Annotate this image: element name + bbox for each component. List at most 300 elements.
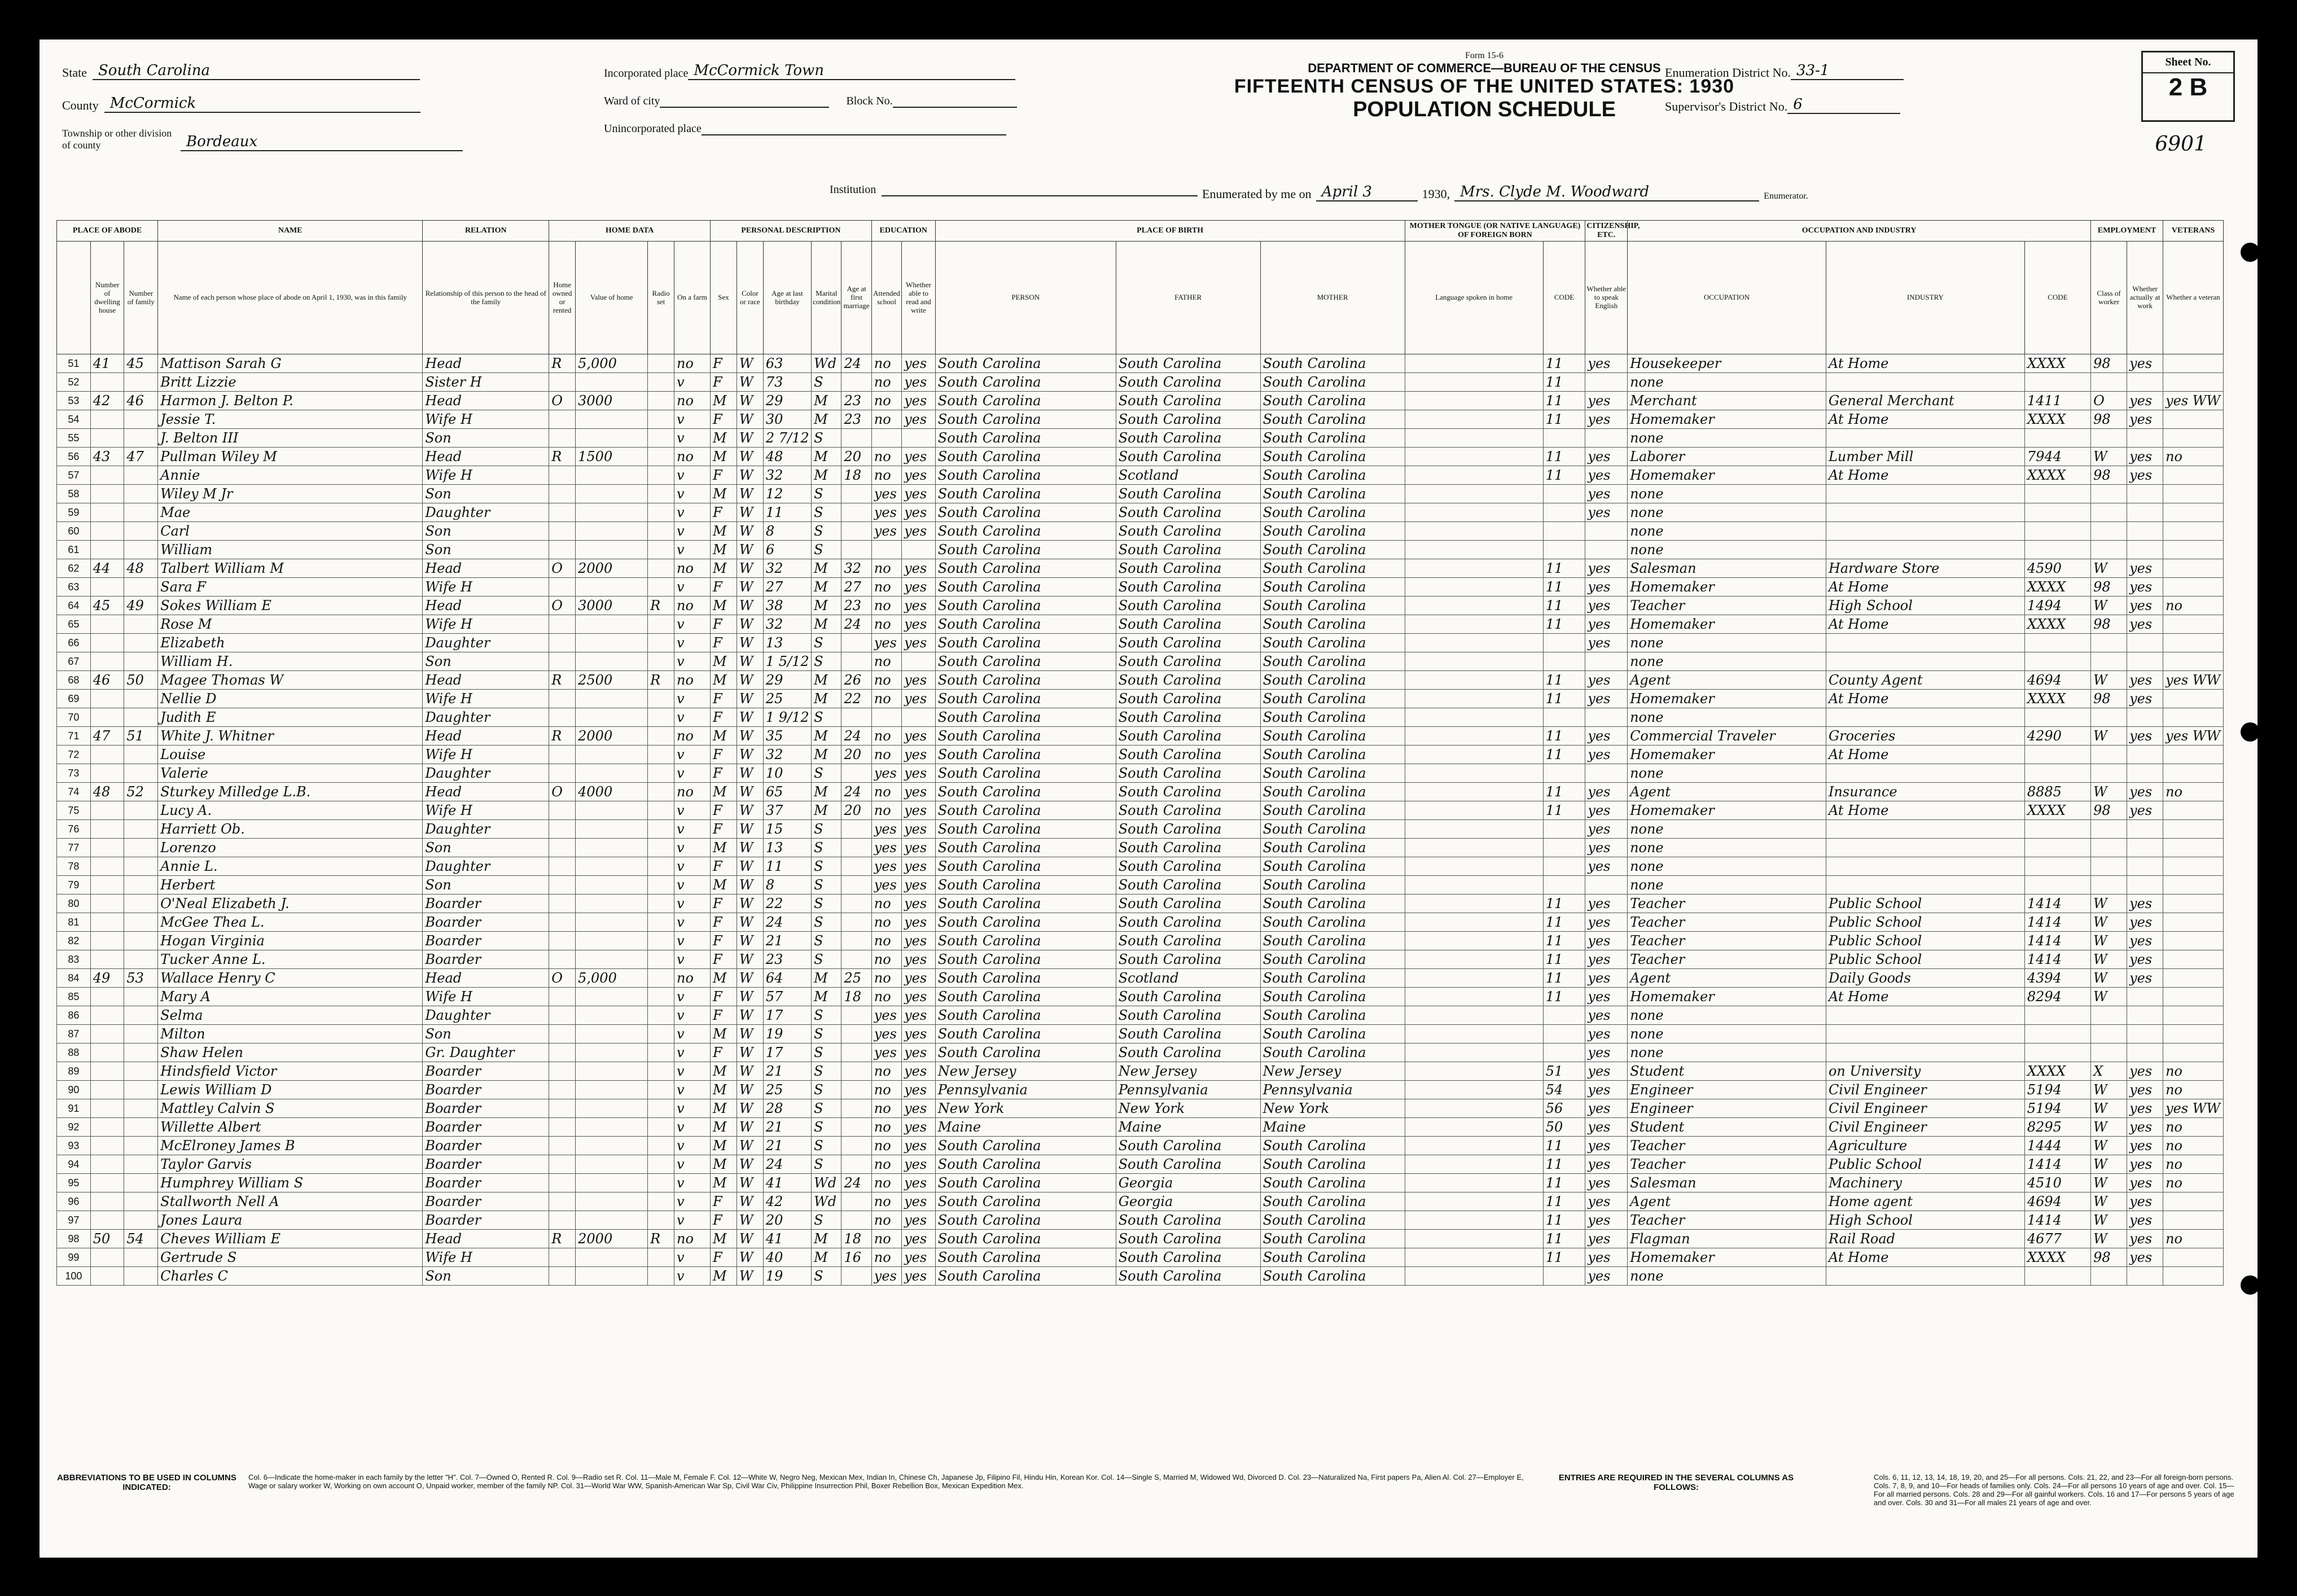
cell-ind: [1826, 522, 2024, 541]
cell-mar: S: [812, 503, 841, 522]
cell-pb: South Carolina: [935, 820, 1116, 839]
cell-d: [90, 1043, 124, 1062]
cell-age: 32: [763, 559, 811, 578]
cell-val: [576, 1081, 648, 1099]
cell-rd: yes: [902, 1248, 936, 1267]
cell-radio: [648, 559, 674, 578]
cell-name: Wallace Henry C: [158, 969, 423, 988]
cell-race: W: [737, 541, 763, 559]
cell-mar: S: [812, 1155, 841, 1174]
cell-f: [124, 1248, 158, 1267]
cell-pb: South Carolina: [935, 615, 1116, 634]
cell-race: W: [737, 857, 763, 876]
cell-sch: no: [871, 578, 901, 597]
cell-ic: XXXX: [2024, 690, 2090, 708]
col-marital: Marital condition: [812, 242, 841, 354]
cell-val: [576, 1267, 648, 1286]
cell-fb: South Carolina: [1116, 895, 1260, 913]
group-mother-tongue: MOTHER TONGUE (OR NATIVE LANGUAGE) OF FOREIGN BORN: [1405, 221, 1585, 242]
cell-mar: S: [812, 522, 841, 541]
group-employment: EMPLOYMENT: [2091, 221, 2163, 242]
cell-sch: yes: [871, 1043, 901, 1062]
col-relation: Relationship of this person to the head of the family: [423, 242, 549, 354]
table-row: [57, 1043, 2224, 1062]
cell-vet: [2163, 1025, 2224, 1043]
cell-rel: Boarder: [423, 932, 549, 950]
cell-pb: South Carolina: [935, 1006, 1116, 1025]
cell-sch: no: [871, 1118, 901, 1137]
cell-mb: South Carolina: [1260, 652, 1405, 671]
cell-d: [90, 522, 124, 541]
cell-rel: Daughter: [423, 820, 549, 839]
cell-ind: High School: [1826, 597, 2024, 615]
cell-wk: yes: [2127, 615, 2163, 634]
cell-own: [549, 503, 576, 522]
cell-cls: [2091, 708, 2127, 727]
cell-rel: Wife H: [423, 690, 549, 708]
cell-occ: Student: [1628, 1062, 1826, 1081]
cell-val: [576, 634, 648, 652]
cell-rel: Boarder: [423, 1081, 549, 1099]
cell-name: Sara F: [158, 578, 423, 597]
cell-vet: [2163, 913, 2224, 932]
cell-own: [549, 541, 576, 559]
cell-mar: M: [812, 559, 841, 578]
cell-race: W: [737, 615, 763, 634]
group-occupation: OCCUPATION AND INDUSTRY: [1628, 221, 2091, 242]
cell-mb: South Carolina: [1260, 820, 1405, 839]
cell-occ: Homemaker: [1628, 578, 1826, 597]
cell-farm: v: [674, 1211, 711, 1230]
cell-radio: [648, 783, 674, 801]
table-row: [57, 559, 2224, 578]
cell-own: R: [549, 727, 576, 746]
cell-occ: none: [1628, 839, 1826, 857]
cell-own: O: [549, 559, 576, 578]
cell-am: [841, 857, 871, 876]
col-race: Color or race: [737, 242, 763, 354]
cell-d: [90, 913, 124, 932]
cell-race: W: [737, 1043, 763, 1062]
cell-mb: South Carolina: [1260, 410, 1405, 429]
cell-sch: yes: [871, 839, 901, 857]
cell-d: [90, 1062, 124, 1081]
cell-farm: no: [674, 559, 711, 578]
entries-title: ENTRIES ARE REQUIRED IN THE SEVERAL COLUMNS AS FOLLOWS:: [1558, 1473, 1794, 1492]
col-school: Attended school: [871, 242, 901, 354]
cell-ind: [1826, 503, 2024, 522]
cell-radio: [648, 1137, 674, 1155]
cell-sex: M: [711, 1025, 737, 1043]
cell-sex: F: [711, 708, 737, 727]
cell-sch: no: [871, 354, 901, 373]
cell-wk: [2127, 1006, 2163, 1025]
cell-code: [1543, 820, 1585, 839]
cell-am: 24: [841, 727, 871, 746]
col-mother-birth: MOTHER: [1260, 242, 1405, 354]
cell-code: 11: [1543, 969, 1585, 988]
cell-mar: S: [812, 932, 841, 950]
cell-fb: South Carolina: [1116, 652, 1260, 671]
cell-own: [549, 876, 576, 895]
cell-ind: on University: [1826, 1062, 2024, 1081]
cell-lang: [1405, 597, 1543, 615]
cell-wk: [2127, 429, 2163, 448]
group-relation: RELATION: [423, 221, 549, 242]
cell-am: 27: [841, 578, 871, 597]
cell-vet: [2163, 541, 2224, 559]
cell-mar: S: [812, 429, 841, 448]
cell-mar: S: [812, 839, 841, 857]
cell-radio: [648, 727, 674, 746]
cell-name: Herbert: [158, 876, 423, 895]
cell-sch: no: [871, 1137, 901, 1155]
cell-ln: 64: [57, 597, 91, 615]
cell-name: Mattley Calvin S: [158, 1099, 423, 1118]
cell-rd: yes: [902, 1081, 936, 1099]
cell-sex: M: [711, 392, 737, 410]
cell-lang: [1405, 857, 1543, 876]
cell-race: W: [737, 652, 763, 671]
cell-lang: [1405, 969, 1543, 988]
cell-lang: [1405, 1155, 1543, 1174]
cell-rd: yes: [902, 1099, 936, 1118]
cell-eng: yes: [1585, 1211, 1628, 1230]
cell-lang: [1405, 1081, 1543, 1099]
cell-own: [549, 1174, 576, 1192]
cell-radio: [648, 1174, 674, 1192]
cell-val: [576, 1043, 648, 1062]
cell-lang: [1405, 1025, 1543, 1043]
cell-own: [549, 1137, 576, 1155]
cell-rd: yes: [902, 448, 936, 466]
cell-lang: [1405, 1137, 1543, 1155]
cell-cls: W: [2091, 559, 2127, 578]
cell-fb: South Carolina: [1116, 615, 1260, 634]
cell-mb: South Carolina: [1260, 950, 1405, 969]
cell-radio: [648, 1192, 674, 1211]
cell-radio: [648, 1062, 674, 1081]
cell-f: 52: [124, 783, 158, 801]
table-row: [57, 671, 2224, 690]
cell-d: 48: [90, 783, 124, 801]
cell-eng: [1585, 652, 1628, 671]
cell-am: 26: [841, 671, 871, 690]
cell-sex: F: [711, 1192, 737, 1211]
cell-vet: [2163, 839, 2224, 857]
cell-ln: 75: [57, 801, 91, 820]
cell-vet: [2163, 559, 2224, 578]
cell-farm: v: [674, 1006, 711, 1025]
cell-radio: [648, 1211, 674, 1230]
cell-farm: v: [674, 1043, 711, 1062]
cell-occ: none: [1628, 1006, 1826, 1025]
cell-cls: [2091, 876, 2127, 895]
cell-sch: no: [871, 969, 901, 988]
cell-sex: F: [711, 820, 737, 839]
cell-lang: [1405, 913, 1543, 932]
cell-age: 8: [763, 522, 811, 541]
unincorporated-row: [604, 122, 1157, 135]
cell-fb: South Carolina: [1116, 1267, 1260, 1286]
cell-ind: Groceries: [1826, 727, 2024, 746]
cell-occ: none: [1628, 503, 1826, 522]
cell-am: [841, 820, 871, 839]
cell-d: 46: [90, 671, 124, 690]
cell-age: 21: [763, 1062, 811, 1081]
cell-occ: Homemaker: [1628, 1248, 1826, 1267]
cell-code: 50: [1543, 1118, 1585, 1137]
table-row: [57, 1230, 2224, 1248]
cell-ic: [2024, 429, 2090, 448]
cell-am: 20: [841, 801, 871, 820]
cell-sch: yes: [871, 1025, 901, 1043]
cell-occ: none: [1628, 764, 1826, 783]
cell-val: [576, 801, 648, 820]
cell-eng: yes: [1585, 578, 1628, 597]
cell-sch: no: [871, 727, 901, 746]
cell-wk: yes: [2127, 950, 2163, 969]
cell-ic: 5194: [2024, 1081, 2090, 1099]
cell-farm: v: [674, 541, 711, 559]
cell-ln: 51: [57, 354, 91, 373]
cell-own: R: [549, 671, 576, 690]
cell-eng: yes: [1585, 932, 1628, 950]
cell-pb: South Carolina: [935, 708, 1116, 727]
cell-fb: South Carolina: [1116, 485, 1260, 503]
cell-name: White J. Whitner: [158, 727, 423, 746]
cell-code: [1543, 1025, 1585, 1043]
cell-am: 24: [841, 1174, 871, 1192]
cell-ic: [2024, 746, 2090, 764]
cell-fb: South Carolina: [1116, 578, 1260, 597]
cell-age: 30: [763, 410, 811, 429]
cell-fb: South Carolina: [1116, 1155, 1260, 1174]
cell-radio: [648, 634, 674, 652]
cell-rel: Gr. Daughter: [423, 1043, 549, 1062]
cell-mar: M: [812, 727, 841, 746]
cell-ln: 74: [57, 783, 91, 801]
cell-eng: yes: [1585, 634, 1628, 652]
cell-eng: yes: [1585, 746, 1628, 764]
cell-ln: 57: [57, 466, 91, 485]
cell-d: [90, 1192, 124, 1211]
cell-cls: [2091, 634, 2127, 652]
cell-race: W: [737, 950, 763, 969]
cell-ic: 4510: [2024, 1174, 2090, 1192]
cell-val: [576, 1099, 648, 1118]
cell-radio: [648, 1155, 674, 1174]
cell-rd: yes: [902, 578, 936, 597]
cell-lang: [1405, 1043, 1543, 1062]
cell-eng: yes: [1585, 969, 1628, 988]
cell-lang: [1405, 466, 1543, 485]
cell-f: 53: [124, 969, 158, 988]
cell-cls: W: [2091, 1099, 2127, 1118]
cell-sex: F: [711, 950, 737, 969]
punch-hole: [2241, 1275, 2260, 1295]
cell-ind: Insurance: [1826, 783, 2024, 801]
cell-mar: S: [812, 820, 841, 839]
cell-lang: [1405, 746, 1543, 764]
cell-radio: [648, 895, 674, 913]
cell-sex: F: [711, 410, 737, 429]
cell-name: Talbert William M: [158, 559, 423, 578]
col-owned: Home owned or rented: [549, 242, 576, 354]
cell-mar: S: [812, 1062, 841, 1081]
table-row: [57, 839, 2224, 857]
cell-fb: South Carolina: [1116, 820, 1260, 839]
cell-fb: South Carolina: [1116, 950, 1260, 969]
cell-ln: 98: [57, 1230, 91, 1248]
cell-race: W: [737, 1155, 763, 1174]
cell-age: 37: [763, 801, 811, 820]
cell-radio: [648, 801, 674, 820]
cell-am: [841, 541, 871, 559]
cell-occ: Teacher: [1628, 1137, 1826, 1155]
cell-mb: South Carolina: [1260, 578, 1405, 597]
cell-pb: South Carolina: [935, 1192, 1116, 1211]
cell-lang: [1405, 448, 1543, 466]
cell-vet: yes WW: [2163, 1099, 2224, 1118]
cell-race: W: [737, 597, 763, 615]
cell-sex: F: [711, 1043, 737, 1062]
cell-eng: yes: [1585, 503, 1628, 522]
cell-val: [576, 1155, 648, 1174]
cell-sex: M: [711, 429, 737, 448]
cell-d: [90, 857, 124, 876]
cell-code: 11: [1543, 597, 1585, 615]
cell-mar: M: [812, 615, 841, 634]
cell-radio: [648, 429, 674, 448]
cell-vet: [2163, 503, 2224, 522]
cell-cls: [2091, 764, 2127, 783]
cell-ln: 99: [57, 1248, 91, 1267]
cell-code: [1543, 876, 1585, 895]
cell-age: 11: [763, 503, 811, 522]
cell-race: W: [737, 578, 763, 597]
cell-occ: Merchant: [1628, 392, 1826, 410]
cell-name: Shaw Helen: [158, 1043, 423, 1062]
cell-am: 32: [841, 559, 871, 578]
cell-lang: [1405, 392, 1543, 410]
cell-val: 2000: [576, 559, 648, 578]
cell-sex: F: [711, 634, 737, 652]
cell-d: [90, 615, 124, 634]
cell-cls: W: [2091, 1211, 2127, 1230]
cell-ic: XXXX: [2024, 801, 2090, 820]
table-row: [57, 392, 2224, 410]
cell-name: Mattison Sarah G: [158, 354, 423, 373]
cell-ind: [1826, 485, 2024, 503]
cell-occ: Commercial Traveler: [1628, 727, 1826, 746]
cell-cls: 98: [2091, 578, 2127, 597]
table-row: [57, 801, 2224, 820]
cell-ln: 91: [57, 1099, 91, 1118]
cell-vet: no: [2163, 1155, 2224, 1174]
group-citizenship: CITIZENSHIP, ETC.: [1585, 221, 1628, 242]
cell-code: 11: [1543, 895, 1585, 913]
cell-ic: [2024, 820, 2090, 839]
cell-farm: v: [674, 895, 711, 913]
cell-pb: South Carolina: [935, 1211, 1116, 1230]
cell-occ: Engineer: [1628, 1081, 1826, 1099]
cell-code: 11: [1543, 392, 1585, 410]
cell-occ: none: [1628, 1025, 1826, 1043]
cell-code: [1543, 1267, 1585, 1286]
cell-occ: Salesman: [1628, 559, 1826, 578]
cell-val: [576, 578, 648, 597]
cell-fb: South Carolina: [1116, 1211, 1260, 1230]
cell-f: [124, 1118, 158, 1137]
cell-race: W: [737, 429, 763, 448]
cell-rd: yes: [902, 503, 936, 522]
cell-eng: yes: [1585, 1081, 1628, 1099]
cell-am: [841, 708, 871, 727]
cell-cls: W: [2091, 913, 2127, 932]
cell-eng: yes: [1585, 801, 1628, 820]
cell-d: [90, 578, 124, 597]
cell-cls: W: [2091, 727, 2127, 746]
group-personal-description: PERSONAL DESCRIPTION: [711, 221, 872, 242]
cell-race: W: [737, 1248, 763, 1267]
cell-mb: South Carolina: [1260, 485, 1405, 503]
cell-own: [549, 485, 576, 503]
cell-race: W: [737, 1099, 763, 1118]
cell-fb: South Carolina: [1116, 876, 1260, 895]
cell-mb: South Carolina: [1260, 671, 1405, 690]
cell-rd: yes: [902, 1025, 936, 1043]
cell-mb: South Carolina: [1260, 429, 1405, 448]
cell-am: [841, 1025, 871, 1043]
table-row: [57, 448, 2224, 466]
cell-eng: yes: [1585, 1155, 1628, 1174]
cell-fb: South Carolina: [1116, 410, 1260, 429]
cell-mar: Wd: [812, 1192, 841, 1211]
cell-farm: v: [674, 410, 711, 429]
cell-ind: Public School: [1826, 895, 2024, 913]
cell-wk: yes: [2127, 1192, 2163, 1211]
cell-mb: South Carolina: [1260, 857, 1405, 876]
cell-f: [124, 1062, 158, 1081]
cell-eng: yes: [1585, 1099, 1628, 1118]
cell-ic: 4677: [2024, 1230, 2090, 1248]
table-row: [57, 1118, 2224, 1137]
cell-own: [549, 1081, 576, 1099]
cell-f: [124, 1025, 158, 1043]
cell-code: [1543, 503, 1585, 522]
cell-radio: [648, 950, 674, 969]
cell-am: [841, 1043, 871, 1062]
cell-radio: [648, 1099, 674, 1118]
table-row: [57, 485, 2224, 503]
cell-f: [124, 1043, 158, 1062]
cell-sex: F: [711, 801, 737, 820]
cell-sex: M: [711, 652, 737, 671]
cell-eng: yes: [1585, 1230, 1628, 1248]
cell-vet: [2163, 578, 2224, 597]
cell-radio: [648, 410, 674, 429]
cell-val: [576, 820, 648, 839]
cell-code: 11: [1543, 373, 1585, 392]
cell-age: 28: [763, 1099, 811, 1118]
cell-fb: South Carolina: [1116, 354, 1260, 373]
cell-wk: yes: [2127, 727, 2163, 746]
cell-vet: no: [2163, 1118, 2224, 1137]
cell-wk: [2127, 764, 2163, 783]
col-work: Whether actually at work: [2127, 242, 2163, 354]
table-row: [57, 690, 2224, 708]
